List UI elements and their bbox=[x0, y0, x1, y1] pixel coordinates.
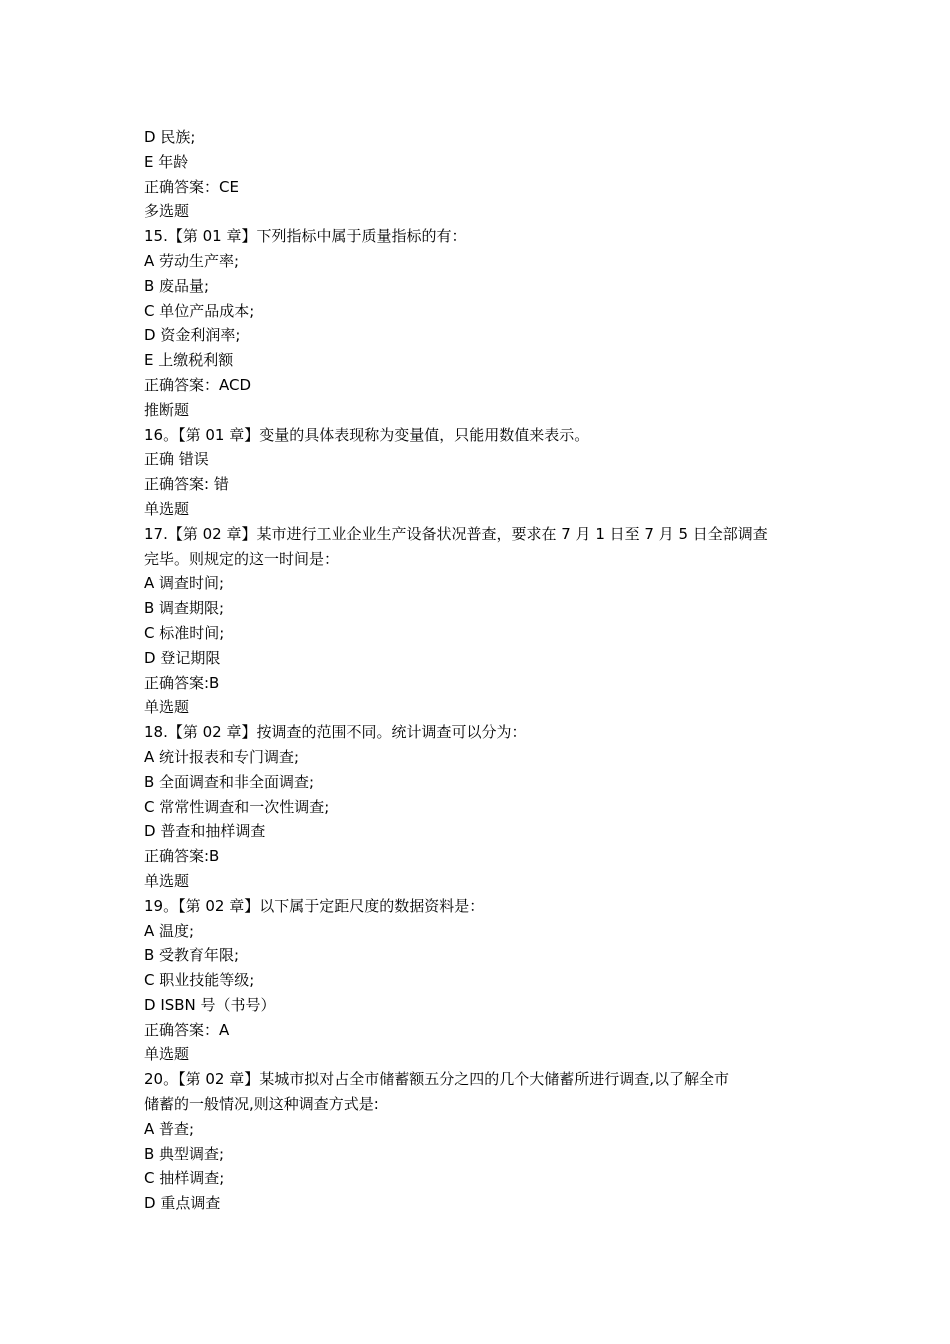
question-type: 推断题 bbox=[144, 400, 190, 419]
option-d: D 资金利润率; bbox=[144, 326, 241, 345]
option-c: C 常常性调查和一次性调查; bbox=[144, 797, 330, 816]
question-17-continued: 完毕。则规定的这一时间是： bbox=[144, 549, 340, 568]
question-17: 17.【第 02 章】某市进行工业企业生产设备状况普查，要求在 7 月 1 日至 7 月 5 日全部调查 bbox=[144, 524, 768, 543]
option-b: B 全面调查和非全面调查; bbox=[144, 772, 315, 791]
question-type: 单选题 bbox=[144, 698, 190, 717]
question-19: 19。【第 02 章】以下属于定距尺度的数据资料是： bbox=[144, 896, 485, 915]
question-15: 15.【第 01 章】下列指标中属于质量指标的有： bbox=[144, 227, 467, 246]
true-false-options: 正确 错误 bbox=[144, 450, 209, 469]
option-d: D ISBN 号（书号） bbox=[144, 995, 276, 1014]
option-a: A 温度; bbox=[144, 921, 195, 940]
option-d: D 民族; bbox=[144, 128, 196, 146]
option-b: B 受教育年限; bbox=[144, 946, 240, 965]
question-18: 18.【第 02 章】按调查的范围不同。统计调查可以分为： bbox=[144, 723, 527, 742]
option-b: B 典型调查; bbox=[144, 1144, 225, 1163]
answer-line: 正确答案：ACD bbox=[144, 375, 252, 394]
question-type: 单选题 bbox=[144, 871, 190, 890]
option-a: A 调查时间; bbox=[144, 574, 225, 593]
answer-line: 正确答案: 错 bbox=[144, 475, 229, 494]
option-e: E 上缴税利额 bbox=[144, 351, 234, 370]
option-d: D 普查和抽样调查 bbox=[144, 822, 266, 841]
question-20-continued: 储蓄的一般情况,则这种调查方式是: bbox=[144, 1095, 379, 1114]
option-a: A 普查; bbox=[144, 1119, 195, 1138]
option-c: C 抽样调查; bbox=[144, 1169, 225, 1188]
question-16: 16。【第 01 章】变量的具体表现称为变量值，只能用数值来表示。 bbox=[144, 425, 590, 444]
option-b: B 调查期限; bbox=[144, 599, 225, 618]
question-type: 单选题 bbox=[144, 1045, 190, 1064]
option-d: D 重点调查 bbox=[144, 1194, 221, 1213]
answer-line: 正确答案:B bbox=[144, 847, 220, 866]
option-c: C 单位产品成本; bbox=[144, 301, 255, 320]
answer-line: 正确答案：CE bbox=[144, 177, 239, 196]
question-type: 多选题 bbox=[144, 202, 190, 221]
question-type: 单选题 bbox=[144, 499, 190, 518]
answer-line: 正确答案：A bbox=[144, 1020, 230, 1039]
document-page bbox=[144, 125, 824, 1216]
option-c: C 职业技能等级; bbox=[144, 971, 255, 990]
option-a: A 劳动生产率; bbox=[144, 251, 240, 270]
option-d: D 登记期限 bbox=[144, 648, 221, 667]
question-20: 20。【第 02 章】某城市拟对占全市储蓄额五分之四的几个大储蓄所进行调查,以了解全市 bbox=[144, 1070, 729, 1089]
option-b: B 废品量; bbox=[144, 276, 210, 295]
option-e: E 年龄 bbox=[144, 152, 189, 171]
option-a: A 统计报表和专门调查; bbox=[144, 747, 300, 766]
option-c: C 标准时间; bbox=[144, 623, 225, 642]
answer-line: 正确答案:B bbox=[144, 673, 220, 692]
